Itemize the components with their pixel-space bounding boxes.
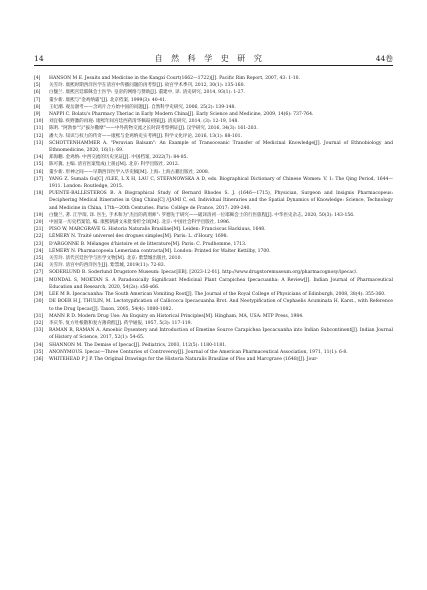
reference-number: [35]: [34, 349, 44, 355]
reference-item: [34, 320, 393, 327]
reference-number: [25]: [34, 256, 44, 262]
reference-item: [34, 342, 393, 349]
reference-item: [34, 255, 393, 262]
reference-text: WHITEHEAD P J P. The Original Drawings for the Historia Naturalis Brasiliae of Piso and Marcgrave (1648)[J]. Jour-: [49, 356, 318, 362]
reference-text: 陈明. "阿勃参"与"拔尔撒摩"——中外药物交流之长时段考察例证[J]. 汉学研究, 2016, 34(3): 161-203.: [49, 126, 258, 132]
reference-number: [14]: [34, 155, 44, 161]
reference-text: 李庆华, 复方吐根散和复方薄荷酊[J]. 药学通报, 1957, 5(3): 117-119.: [49, 320, 192, 326]
reference-number: [32]: [34, 320, 44, 326]
reference-item: [34, 97, 393, 104]
reference-number: [16]: [34, 169, 44, 175]
reference-text: SODERLUND B. Soderlund Drugstore Museum: Ipecac[EB]. [2023-12-01]. http://www.drugstoremuseum.org/pharmacognosy/ipecac/.: [49, 270, 358, 276]
reference-item: [34, 118, 393, 125]
reference-number: [6]: [34, 90, 41, 96]
reference-text: ANONYMOUS. Ipecac—Three Centuries of Controversy[J]. Journal of the American Pharmaceutical Association, 1971, 11(1): 6-8.: [49, 349, 348, 355]
reference-item: [34, 298, 393, 312]
reference-text: RAMAN R, RAMAN A. Amoebic Dysentery and Introduction of Emetine Source Carapichea Ipecacuanha into Indian Subcontinent[J]. Indian Journal of History of Science, 2017, 52(1): 54-65.: [49, 328, 393, 341]
reference-item: [34, 233, 393, 240]
reference-item: [34, 349, 393, 356]
reference-number: [9]: [34, 112, 41, 118]
reference-text: 郑海鹏. 金鸡纳: 中西交流的历史见证[J]. 中国档案, 2022(7): 84-85.: [49, 155, 188, 161]
reference-item: [34, 248, 393, 255]
reference-number: [33]: [34, 328, 44, 334]
reference-item: [34, 89, 393, 96]
reference-text: HANSON M E. Jesuits and Medicine in the Kangxi Court(1662—1722)[J]. Pacific Rim Report, 2007, 43: 1-10.: [49, 76, 300, 81]
reference-text: 关雪玲. 清代宫廷医学与医学文物[M]. 北京: 紫禁城出版社, 2010.: [49, 256, 182, 262]
reference-text: 董少新. 形神之间——早期西洋医学入华史稿[M]. 上海: 上海古籍出版社, 2008.: [49, 169, 210, 175]
reference-text: 董少新. 康熙与"金鸡纳霜"[J]. 北京档案, 1999(3): 40-41.: [49, 97, 167, 103]
reference-text: 陈可冀, 主编. 清宫医案集成(上册)[M]. 北京: 科学出版社, 2012.: [49, 162, 180, 168]
reference-item: [34, 226, 393, 233]
reference-number: [12]: [34, 133, 44, 139]
reference-item: [34, 176, 393, 190]
reference-item: [34, 161, 393, 168]
reference-number: [11]: [34, 126, 44, 132]
reference-text: 王纪潮. 观岳渤考——含鸡片合方始中国的问题[J]. 自然科学史研究, 2006, 25(2): 139-148.: [49, 104, 236, 110]
reference-item: [34, 125, 393, 132]
volume-label: 44卷: [375, 54, 393, 64]
reference-text: 中国第一历史档案馆, 编. 康熙朝满文朱批奏折全译[M]. 北京: 中国社会科学出版社, 1996.: [49, 220, 231, 226]
reference-number: [10]: [34, 119, 44, 125]
reference-item: [34, 277, 393, 291]
reference-number: [22]: [34, 234, 44, 240]
reference-item: [34, 133, 393, 140]
reference-list: [34, 75, 393, 363]
journal-title: 自 然 科 学 史 研 究: [154, 54, 265, 63]
reference-text: SHANNON M. The Demise of Ipecac[J]. Pediatrics, 2003, 112(5): 1180-1181.: [49, 342, 227, 348]
reference-text: NAPPI C. Bolatu's Pharmacy Theriac in Early Modern China[J]. Early Science and Medicine, 2009, 14(6): 737-764.: [49, 112, 314, 118]
reference-text: PISO W, MARCGRAVE G. Historia Naturalis Brasiliae[M]. Leiden: Franciscus Hackiuus, 1648.: [49, 227, 266, 233]
reference-number: [23]: [34, 241, 44, 247]
reference-item: [34, 219, 393, 226]
reference-text: MONDAL S, MOKTAN S. A Paradoxically Significant Medicinal Plant Carapichea Ipecacuanha: A Review[J]. Indian Journal of Pharmaceutical Education and Research, 2020, 54(2s): s56-s66.: [49, 277, 393, 290]
reference-number: [21]: [34, 227, 44, 233]
reference-item: [34, 262, 393, 269]
reference-number: [24]: [34, 248, 44, 254]
reference-item: [34, 104, 393, 111]
reference-item: [34, 75, 393, 82]
reference-item: [34, 154, 393, 161]
reference-item: [34, 111, 393, 118]
reference-number: [27]: [34, 270, 44, 276]
reference-text: LEE M R. Ipecacuanha: The South American Vomiting Root[J]. The Journal of the Royal College of Physicians of Edinburgh, 2008, 38(4): 355-360.: [49, 292, 386, 298]
reference-text: YANG Z. Sumala Gu[C] //LEE, L X H, LAU C, STEFANOWSKA A D, eds. Biographical Dictionary of Chinese Women: V. 1: The Qing Period, 1644—1911. London: Routledge, 2015.: [49, 176, 393, 190]
reference-item: [34, 291, 393, 298]
reference-number: [4]: [34, 76, 41, 81]
reference-text: PUENTE-BALLESTEROS B. A Biographical Study of Bernard Rhodes S. J. (1646—1715), Physician, Surgeon and Insignis Pharmacopeus: Deciphering Medical Itineraries in Qing China[C] //JAMI C, ed. Individual Itineraries and the Spatial Dynamics of Knowledge: Science, Technology and Medicine in China, 17th—20th Centuries. Paris: Collège de France, 2017: 209-240.: [49, 191, 393, 211]
running-header: [34, 52, 393, 66]
reference-number: [13]: [34, 140, 44, 146]
reference-item: [34, 356, 393, 363]
page-number: 14: [34, 54, 44, 64]
reference-item: [34, 327, 393, 341]
reference-number: [26]: [34, 263, 44, 269]
reference-item: [34, 140, 393, 154]
reference-number: [8]: [34, 104, 41, 110]
reference-number: [36]: [34, 356, 44, 362]
reference-number: [28]: [34, 277, 44, 283]
reference-item: [34, 269, 393, 276]
reference-number: [5]: [34, 83, 41, 89]
reference-number: [17]: [34, 176, 44, 182]
reference-item: [34, 169, 393, 176]
reference-number: [18]: [34, 191, 44, 197]
reference-number: [29]: [34, 292, 44, 298]
reference-text: SCHOTTENHAMMER A. "Peruvian Balsam": An Example of Transoceanic Transfer of Medicinal Knowledge[J]. Journal of Ethnobiology and Ethnomedicine, 2020, 16(1): 69.: [49, 140, 393, 154]
reference-text: 关雪玲. 清宫中的西洋医生[J]. 紫禁城, 2019(11): 72-83.: [49, 263, 166, 269]
reference-number: [31]: [34, 313, 44, 319]
reference-text: 潘大为. 知识与权力的传奇——康熙与金鸡纳史实考辨[J]. 科学文化评论, 2016, 13(1): 88-101.: [49, 133, 243, 139]
reference-number: [20]: [34, 220, 44, 226]
reference-text: LÉMERY N. Traité universel des drogues simples[M]. Paris: L. d'Houry, 1698.: [49, 234, 228, 240]
reference-number: [15]: [34, 162, 44, 168]
reference-text: 白馥兰. 康熙宫廷耶稣会士医学: 皇帝的网络与赞助[J]. 董建中, 译. 清史研究, 2014, 93(1): 1-27.: [49, 90, 245, 96]
reference-text: 白馥兰, 著. 江学琛, 译. 医生, 手术和为"杰出的药剂师": 罗德先于研究——破译清初一位耶稣会士的行医旅程[J]. 中华医史杂志, 2020, 50(3): 143-156.: [49, 212, 355, 218]
reference-item: [34, 82, 393, 89]
reference-number: [30]: [34, 299, 44, 305]
reference-text: 刘宜翰. 疾野激的再观: 康熙年间宫廷西药清华佩曷初探[J]. 清史研究, 2014, (3): 12-19, 148.: [49, 119, 239, 125]
reference-item: [34, 241, 393, 248]
reference-text: LÉMERY N. Pharmacopoeia Lemeriana contracta[M]. London: Printed for Walter Kettilby, 1700.: [49, 248, 271, 254]
reference-text: D'ARGONNE B. Mélanges d'histoire et de litterature[M]. Paris: C. Prudhomme, 1713.: [49, 241, 247, 247]
reference-text: DE BOER H J, THULIN, M. Lectotypification of Callicocca Ipecacuanha Brot. And Neotypification of Cephaelis Acuminata H. Karst., with Reference to the Drug Ipecac[J]. Taxon, 2005, 54(4): 1080-1082.: [49, 299, 393, 312]
reference-text: 关雪玲. 康熙时期西洋医学在清宫中传播问题的再考察[J]. 故宫学术季刊, 2012, 30(1): 135-160.: [49, 83, 245, 89]
reference-text: MANN R D. Modern Drug Use: An Enquiry on Historical Principles[M]. Hingham, MA, USA: MTP Press, 1984.: [49, 313, 304, 319]
reference-number: [34]: [34, 342, 44, 348]
reference-number: [19]: [34, 212, 44, 218]
reference-number: [7]: [34, 97, 41, 103]
reference-item: [34, 313, 393, 320]
reference-item: [34, 190, 393, 212]
reference-item: [34, 212, 393, 219]
